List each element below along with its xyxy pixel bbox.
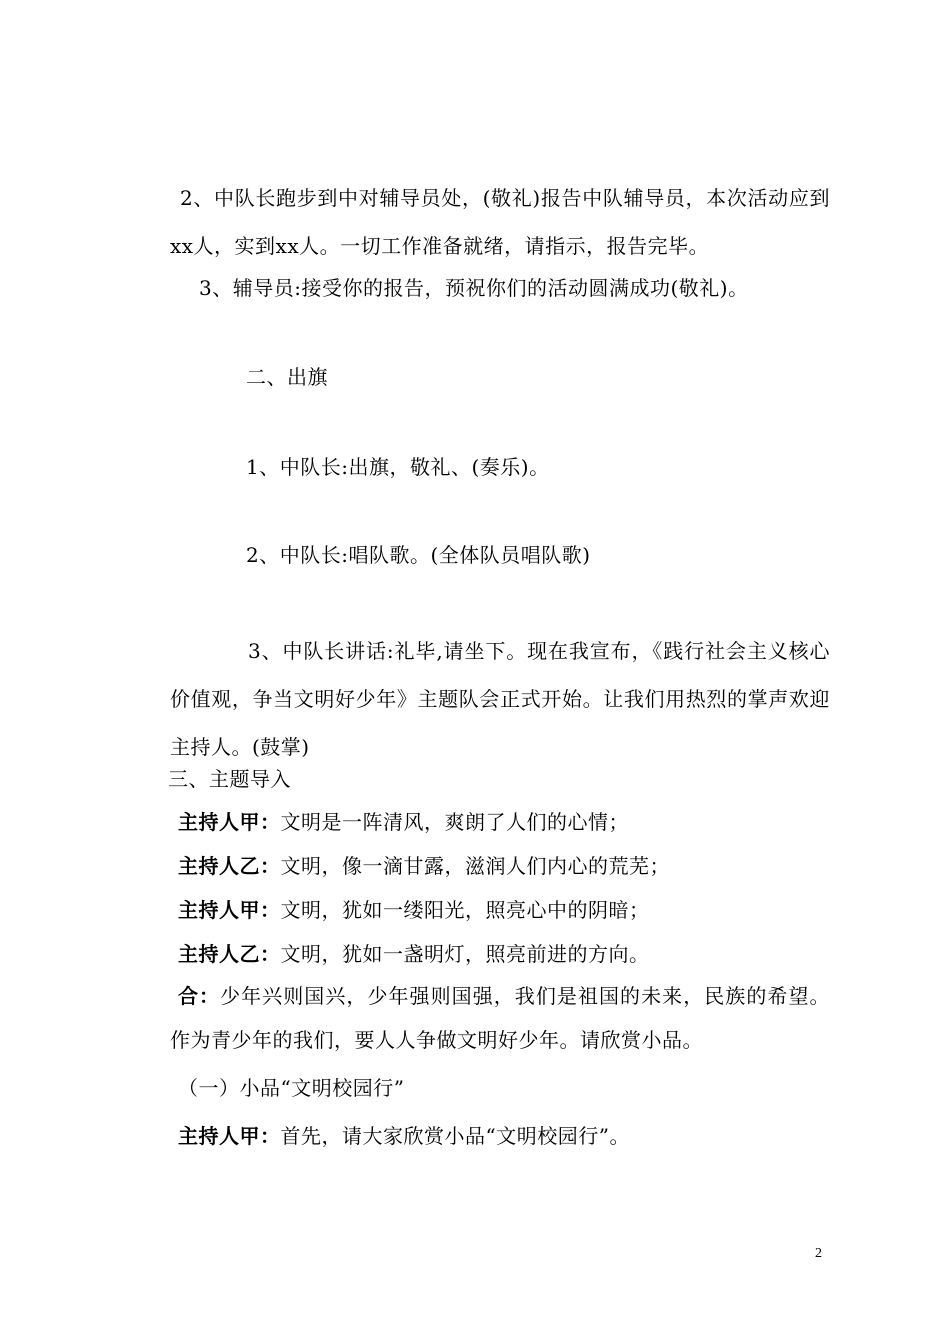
paragraph-report: 2、中队长跑步到中对辅导员处，(敬礼)报告中队辅导员，本次活动应到xx人，实到xx人。一切工作准备就绪，请指示，报告完毕。	[170, 186, 830, 258]
subsection-heading-skit: （一）小品“文明校园行”	[178, 1076, 405, 1100]
speaker-label: 主持人甲：	[178, 810, 281, 834]
dialogue-text: 少年兴则国兴，少年强则国强，我们是祖国的未来，民族的希望。作为青少年的我们，要人人争做文明好少年。请欣赏小品。	[170, 984, 831, 1052]
paragraph-opening-speech: 3、中队长讲话:礼毕,请坐下。现在我宣布，《践行社会主义核心价值观，争当文明好少年》主题队会正式开始。让我们用热烈的掌声欢迎主持人。(鼓掌)	[170, 639, 830, 759]
dialogue-paragraph-chorus	[170, 974, 830, 1062]
dialogue-text: 文明，像一滴甘露，滋润人们内心的荒芜；	[280, 854, 670, 878]
dialogue-line	[178, 852, 670, 880]
dialogue-line	[178, 808, 629, 836]
speaker-label: 主持人甲：	[178, 898, 281, 922]
speaker-label: 主持人乙：	[178, 854, 281, 878]
page-number: 2	[815, 1246, 822, 1261]
paragraph-flag-raise: 1、中队长:出旗，敬礼、(奏乐)。	[246, 455, 550, 479]
dialogue-line	[178, 1122, 630, 1150]
dialogue-line	[178, 940, 650, 968]
paragraph-counselor-reply: 3、辅导员:接受你的报告，预祝你们的活动圆满成功(敬礼)。	[199, 276, 749, 300]
dialogue-text: 文明，犹如一缕阳光，照亮心中的阴暗；	[280, 898, 650, 922]
dialogue-text: 文明是一阵清风，爽朗了人们的心情；	[280, 810, 629, 834]
dialogue-text: 文明，犹如一盏明灯，照亮前进的方向。	[280, 942, 650, 966]
speaker-label: 主持人甲：	[178, 1124, 281, 1148]
speaker-label: 主持人乙：	[178, 942, 281, 966]
section-heading-flag: 二、出旗	[246, 365, 328, 389]
dialogue-line	[178, 896, 650, 924]
section-heading-theme: 三、主题导入	[168, 767, 291, 791]
dialogue-text: 首先，请大家欣赏小品“文明校园行”。	[280, 1124, 630, 1148]
speaker-label: 合：	[178, 984, 221, 1008]
paragraph-team-song: 2、中队长:唱队歌。(全体队员唱队歌)	[246, 543, 591, 567]
